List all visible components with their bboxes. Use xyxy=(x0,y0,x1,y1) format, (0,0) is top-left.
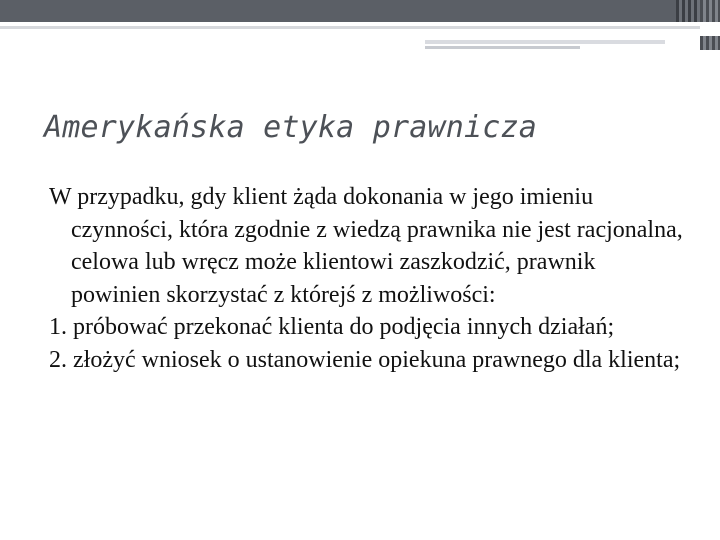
header-bar xyxy=(0,0,720,22)
header-strip xyxy=(0,22,720,36)
body-paragraph-option-2: 2. złożyć wniosek o ustanowienie opiekuna prawnego dla klienta; xyxy=(49,346,681,373)
body-paragraph-intro: W przypadku, gdy klient żąda dokonania w jego imieniu czynności, która zgodnie z wiedzą prawnika nie jest racjonalna, celowa lub wręcz może klientowi zaszkodzić, prawnik powinien skorzystać z którejś z możliwości: xyxy=(49,184,683,308)
accent-line-top xyxy=(425,40,665,44)
accent-line-bottom xyxy=(425,46,580,49)
slide-body xyxy=(49,181,689,376)
body-paragraph-option-1: 1. próbować przekonać klienta do podjęcia innych działań; xyxy=(49,314,615,340)
slide-title: Amerykańska etyka prawnicza xyxy=(44,110,538,145)
header-rule xyxy=(0,26,700,29)
